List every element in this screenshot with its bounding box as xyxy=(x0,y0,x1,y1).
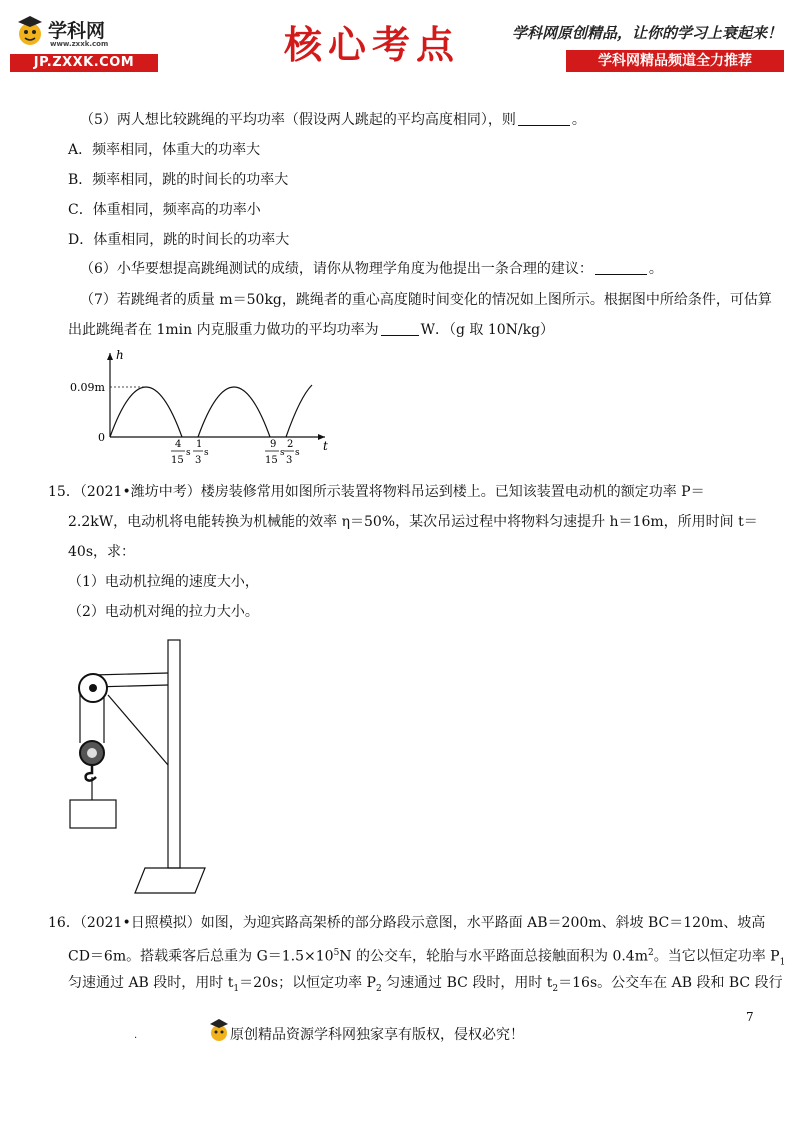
q6-stem-end: 。 xyxy=(648,261,663,277)
footer-dot: . xyxy=(134,1030,138,1041)
q5-option-d: D．体重相同，跳的时间长的功率大 xyxy=(68,232,290,248)
q7-line1: （7）若跳绳者的质量 m＝50kg，跳绳者的重心高度随时间变化的情况如上图所示。根据图中所给条件，可估算 xyxy=(80,292,772,308)
origin-label: 0 xyxy=(98,431,105,444)
q5-option-c: C．体重相同，频率高的功率小 xyxy=(68,202,261,218)
q16-line3 xyxy=(68,973,783,999)
x-tick-2-3 xyxy=(284,439,300,466)
q5-option-a: A．频率相同，体重大的功率大 xyxy=(68,142,261,158)
y-axis-arrow xyxy=(107,353,113,360)
svg-text:2: 2 xyxy=(287,439,294,450)
svg-text:3: 3 xyxy=(286,455,293,466)
q6-answer-blank[interactable] xyxy=(595,260,647,275)
x-axis-label: t xyxy=(323,439,328,453)
q16-exponent: 5 xyxy=(333,948,340,958)
cargo-box xyxy=(70,800,116,828)
q16-t2-subscript: 2 xyxy=(552,983,559,994)
q7-line2 xyxy=(68,320,554,340)
q6-stem xyxy=(80,259,663,279)
page-number: 7 xyxy=(746,1010,754,1024)
q6-stem-text: （6）小华要想提高跳绳测试的成绩，请你从物理学角度为他提出一条合理的建议： xyxy=(80,261,593,277)
q5-stem-text: （5）两人想比较跳绳的平均功率（假设两人跳起的平均高度相同），则 xyxy=(80,112,516,128)
q16-line2-text-c: 。当它以恒定功率 P xyxy=(653,948,780,965)
header-slogan: 学科网原创精品，让你的学习上衰起来！ xyxy=(512,24,783,42)
q16-line3-text-d: ＝16s。公交车在 AB 段和 BC 段行 xyxy=(558,975,783,991)
q15-sub2: （2）电动机对绳的拉力大小。 xyxy=(68,604,259,620)
q7-answer-blank[interactable] xyxy=(381,321,419,336)
svg-text:1: 1 xyxy=(196,439,203,450)
hoist-diagram xyxy=(60,635,210,900)
svg-text:s: s xyxy=(280,448,285,458)
footer-copyright: 原创精品资源学科网独家享有版权，侵权必究！ xyxy=(230,1027,524,1043)
q15-line3: 40s，求： xyxy=(68,544,135,560)
q7-line2-text: 出此跳绳者在 1min 内克服重力做功的平均功率为 xyxy=(68,322,379,338)
height-time-graph xyxy=(60,345,350,475)
svg-text:9: 9 xyxy=(270,439,277,450)
x-tick-1-3 xyxy=(193,439,209,466)
q16-line3-text-a: 匀速通过 AB 段时，用时 t xyxy=(68,975,234,991)
y-axis-label: h xyxy=(116,348,124,362)
svg-text:s: s xyxy=(295,448,300,458)
x-tick-4-15 xyxy=(171,439,191,466)
mascot-icon xyxy=(12,12,48,52)
q5-stem xyxy=(80,110,586,130)
q16-line2-text-b: N 的公交车，轮胎与水平路面总接触面积为 0.4m xyxy=(339,948,648,965)
q16-line3-text-b: ＝20s；以恒定功率 P xyxy=(239,975,376,991)
q16-p1-subscript: 1 xyxy=(779,957,786,968)
q15-sub1: （1）电动机拉绳的速度大小， xyxy=(68,574,259,590)
logo-name: 学科网 xyxy=(48,20,106,42)
svg-text:s: s xyxy=(204,448,209,458)
diagonal-brace xyxy=(108,695,168,765)
q5-stem-end: 。 xyxy=(571,112,586,128)
q16-p2-subscript: 2 xyxy=(375,983,382,994)
svg-text:3: 3 xyxy=(195,455,202,466)
page-header xyxy=(0,0,800,86)
q16-line2 xyxy=(68,943,785,972)
movable-pulley-axle xyxy=(87,748,97,758)
q15-line1: 15．（2021•潍坊中考）楼房装修常用如图所示装置将物料吊运到楼上。已知该装置电动机的额定功率 P＝ xyxy=(48,484,705,500)
header-badge: 学科网精品频道全力推荐 xyxy=(566,50,784,72)
svg-text:15: 15 xyxy=(265,455,278,466)
q5-option-b: B．频率相同，跳的时间长的功率大 xyxy=(68,172,289,188)
q5-answer-blank[interactable] xyxy=(518,111,570,126)
header-title: 核心考点 xyxy=(284,22,461,67)
q16-area-exponent: 2 xyxy=(648,948,654,958)
q16-line2-text-a: CD＝6m。搭载乘客后总重为 G＝1.5×10 xyxy=(68,948,334,965)
y-tick-label: 0.09m xyxy=(70,381,105,394)
q16-line3-text-c: 匀速通过 BC 段时，用时 t xyxy=(381,975,553,991)
svg-text:15: 15 xyxy=(171,455,184,466)
q16-line1: 16．（2021•日照模拟）如图，为迎宾路高架桥的部分路段示意图，水平路面 AB＝200m、斜坡 BC＝120m、坡高 xyxy=(48,915,766,931)
q7-line2-end: W．（g 取 10N/kg） xyxy=(420,322,555,338)
vertical-pole xyxy=(168,640,180,868)
pole-base xyxy=(135,868,205,893)
x-tick-9-15 xyxy=(265,439,285,466)
q16-t1-subscript: 1 xyxy=(233,983,240,994)
jump-arc-1 xyxy=(110,387,182,437)
fixed-pulley-axle xyxy=(89,684,97,692)
footer-mascot-icon xyxy=(208,1016,230,1046)
horizontal-beam xyxy=(93,673,168,675)
hook-icon xyxy=(86,765,96,781)
q15-line2: 2.2kW，电动机将电能转换为机械能的效率 η＝50%，某次吊运过程中将物料匀速提升 h＝16m，所用时间 t＝ xyxy=(68,514,758,530)
jump-arc-2 xyxy=(198,387,270,437)
svg-text:s: s xyxy=(186,448,191,458)
jump-arc-3 xyxy=(286,385,312,437)
logo-url[interactable]: JP.ZXXK.COM xyxy=(10,54,158,72)
svg-text:4: 4 xyxy=(175,439,182,450)
logo-subtitle: www.zxxk.com xyxy=(50,40,109,48)
